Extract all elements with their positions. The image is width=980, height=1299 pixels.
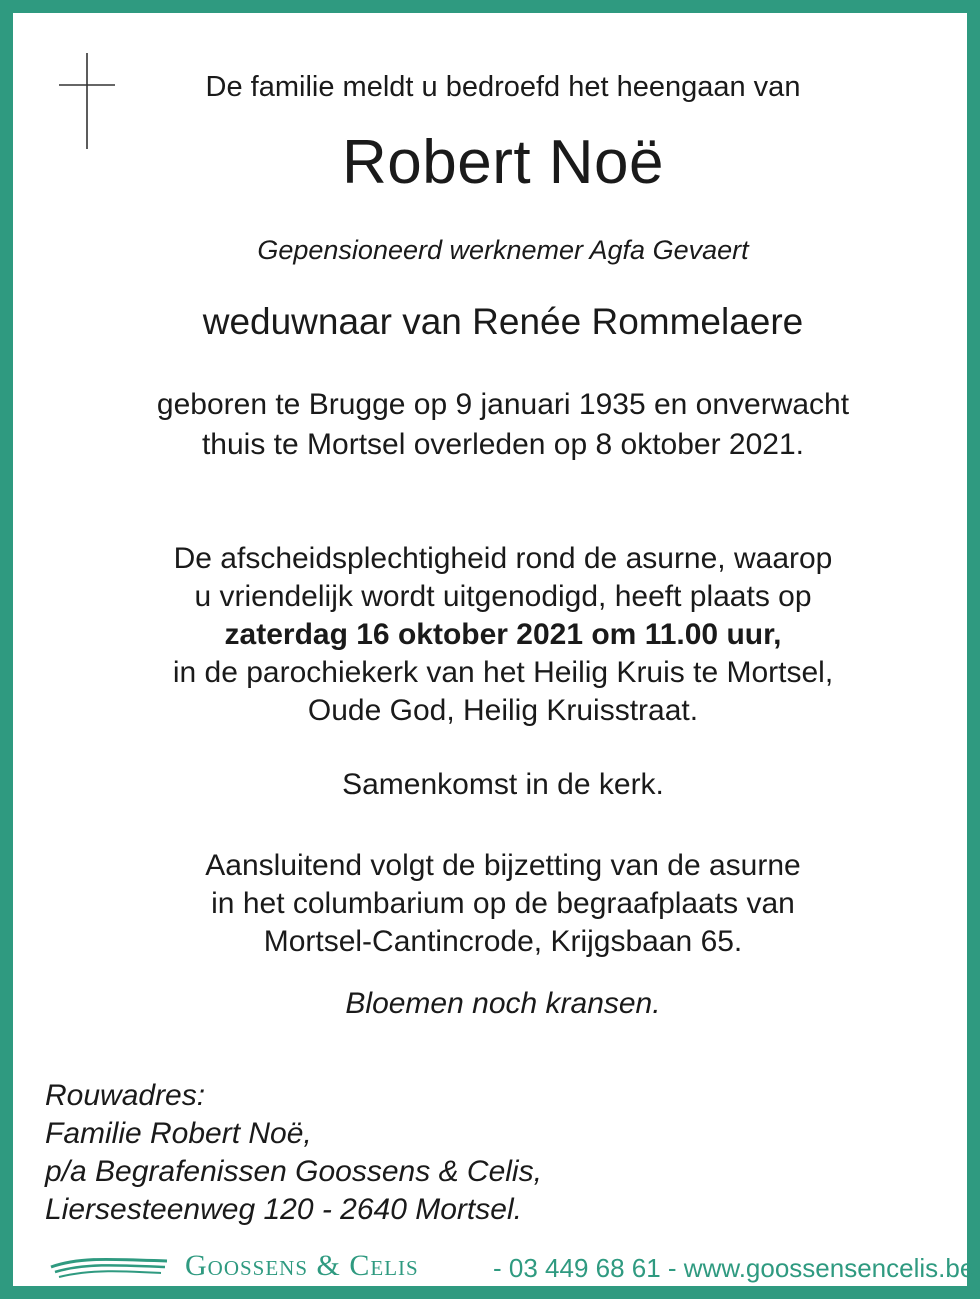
death-line: thuis te Mortsel overleden op 8 oktober 2021. [201,428,805,461]
burial-line-2: in het columbarium op de begraafplaats van [211,887,795,920]
address-heading: Rouwadres: [45,1079,206,1112]
ceremony-info [13,540,980,730]
widower-of: weduwnaar van Renée Rommelaere [202,301,804,342]
burial-info [13,847,980,961]
flowers-note: Bloemen noch kransen. [345,987,661,1020]
address-street: Liersesteenweg 120 - 2640 Mortsel. [45,1193,522,1226]
ceremony-address: Oude God, Heilig Kruisstraat. [307,694,699,727]
funeral-home-name: Goossens & Celis [185,1249,419,1282]
ceremony-line-2: u vriendelijk wordt uitgenodigd, heeft plaats op [194,580,812,613]
deceased-name: Robert Noë [341,128,665,197]
burial-line-3: Mortsel-Cantincrode, Krijgsbaan 65. [263,925,743,958]
mourning-address [45,1077,542,1229]
birth-death-info [13,385,980,465]
ceremony-location: in de parochiekerk van het Heilig Kruis te Mortsel, [172,656,834,689]
address-family: Familie Robert Noë, [45,1117,312,1150]
address-care-of: p/a Begrafenissen Goossens & Celis, [45,1155,542,1188]
gathering-text: Samenkomst in de kerk. [342,768,664,801]
birth-line: geboren te Brugge op 9 januari 1935 en onverwacht [156,388,850,421]
burial-line-1: Aansluitend volgt de bijzetting van de asurne [205,849,801,882]
funeral-home-footer [49,1245,975,1289]
funeral-home-contact: - 03 449 68 61 - www.goossensencelis.be [493,1253,975,1283]
intro-text: De familie meldt u bedroefd het heengaan van [205,71,801,103]
occupation: Gepensioneerd werknemer Agfa Gevaert [257,235,749,265]
wave-logo-icon [49,1253,169,1281]
ceremony-line-1: De afscheidsplechtigheid rond de asurne, waarop [173,542,833,575]
ceremony-date-time: zaterdag 16 oktober 2021 om 11.00 uur, [224,618,782,651]
